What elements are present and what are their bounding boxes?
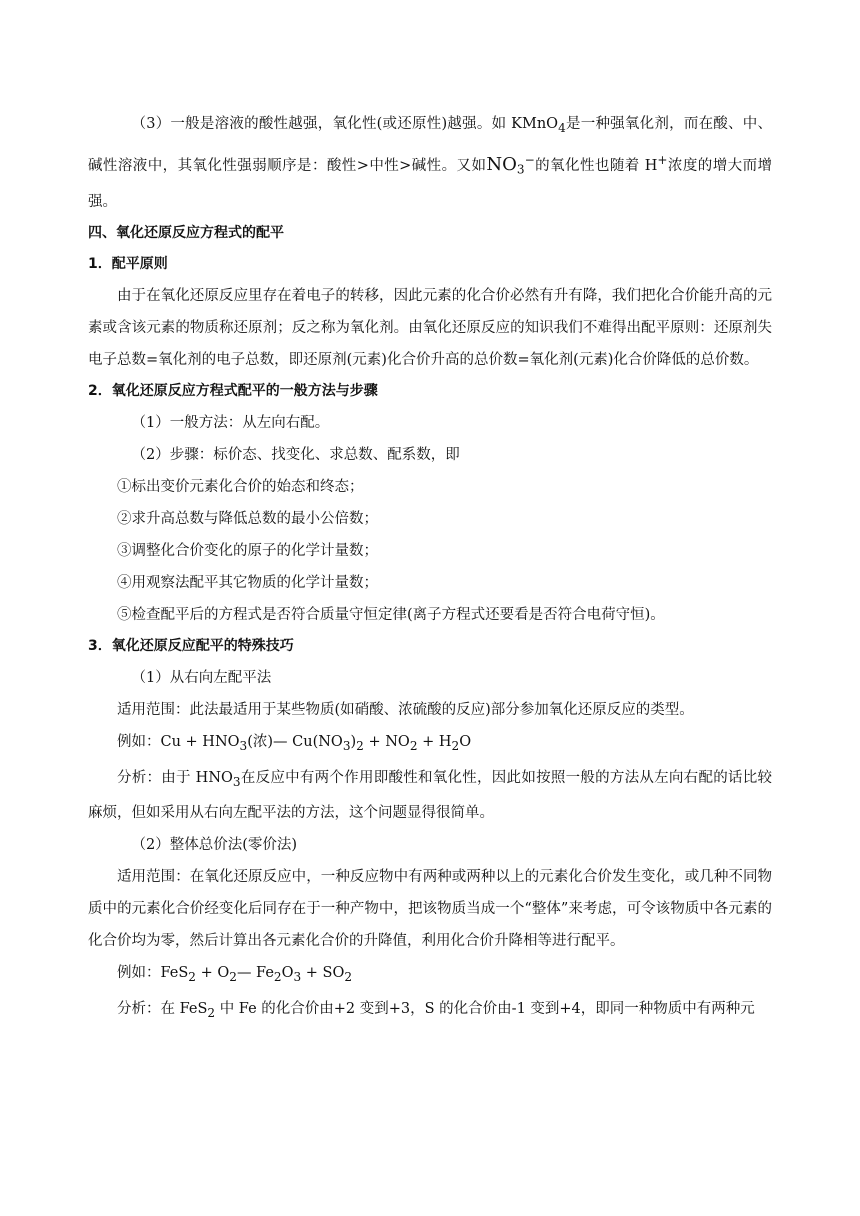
example-equation: 例如：$FeS_2 + O_2—$ $Fe_2O_3 + SO_2$ — [117, 965, 353, 985]
technique-right-to-left: （1）从右向左配平法 — [131, 669, 272, 686]
subheading-techniques: 3．氧化还原反应配平的特殊技巧 — [88, 637, 294, 654]
step-item: ⑤检查配平后的方程式是否符合质量守恒定律(离子方程式还要看是否符合电荷守恒)。 — [117, 606, 665, 623]
method-steps: （2）步骤：标价态、找变化、求总数、配系数，即 — [131, 446, 460, 463]
step-item: ④用观察法配平其它物质的化学计量数； — [117, 574, 378, 591]
example-analysis: 分析：由于 $HNO_3$在反应中有两个作用即酸性和氧化性，因此如按照一般的方法从左向右配的话比较麻烦，但如采用从右向左配平法的方法，这个问题显得很简单。 — [88, 769, 772, 822]
paragraph-principle: 由于在氧化还原反应里存在着电子的转移，因此元素的化合价必然有升有降，我们把化合价能升高的元素或含该元素的物质称还原剂；反之称为氧化剂。由氧化还原反应的知识我们不难得出配平原则：还原剂失电子总数=氧化剂的电子总数，即还原剂(元素)化合价升高的总价数=氧化剂(元素)化合价降低的总价数。 — [88, 287, 772, 368]
technique-scope: 适用范围：在氧化还原反应中，一种反应物中有两种或两种以上的元素化合价发生变化，或几种不同物质中的元素化合价经变化后同存在于一种产物中，把该物质当成一个“整体”来考虑，可令该物质中各元素的化合价均为零，然后计算出各元素化合价的升降值，利用化合价升降相等进行配平。 — [88, 869, 772, 950]
subheading-method: 2．氧化还原反应方程式配平的一般方法与步骤 — [88, 382, 378, 399]
step-item: ①标出变价元素化合价的始态和终态； — [117, 478, 364, 495]
subheading-principle: 1．配平原则 — [88, 255, 168, 272]
section-heading: 四、氧化还原反应方程式的配平 — [88, 224, 284, 241]
technique-total-valence: （2）整体总价法(零价法) — [131, 837, 298, 854]
paragraph-acidity: （3）一般是溶液的酸性越强，氧化性(或还原性)越强。如 KMnO$_4$是一种强氧化剂，而在酸、中、碱性溶液中，其氧化性强弱顺序是：酸性>中性>碱性。又如$NO_3^-$的氧化性也随着 H+浓度的增大而增强。 — [88, 116, 772, 210]
document-body — [88, 108, 772, 1029]
method-general: （1）一般方法：从左向右配。 — [131, 414, 330, 431]
step-item: ③调整化合价变化的原子的化学计量数； — [117, 542, 378, 559]
technique-scope: 适用范围：此法最适用于某些物质(如硝酸、浓硫酸的反应)部分参加氧化还原反应的类型。 — [117, 701, 694, 718]
example-equation: 例如：$Cu + HNO_3$(浓)— $Cu(NO_3)_2 + NO_2 + H_2O$ — [117, 733, 472, 753]
example-analysis: 分析：在 FeS$_2$ 中 Fe 的化合价由+2 变到+3，S 的化合价由-1 变到+4，即同一种物质中有两种元 — [117, 1001, 755, 1021]
step-item: ②求升高总数与降低总数的最小公倍数； — [117, 510, 378, 527]
